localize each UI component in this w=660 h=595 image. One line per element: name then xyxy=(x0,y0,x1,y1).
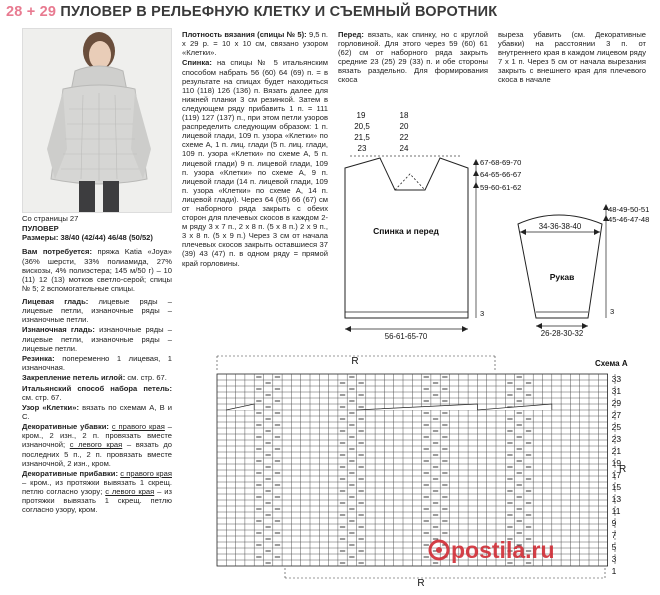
fix-label: Закрепление петель иглой: xyxy=(22,373,126,383)
scheme-row-number: 17 xyxy=(611,470,622,480)
sizes: Размеры: 38/40 (42/44) 46/48 (50/52) xyxy=(22,233,153,243)
scheme-a-chart xyxy=(205,350,655,590)
repeat-label-top: R xyxy=(351,356,359,367)
scheme-row-number: 7 xyxy=(611,530,617,540)
pattern-label: Узор «Клетки»: xyxy=(22,402,79,412)
height-2: 64-65-66-67 xyxy=(480,170,522,179)
inc-right: с правого края xyxy=(120,468,172,478)
inc-label: Декоративные прибавки: xyxy=(22,468,118,478)
pattern-text: вязать по схемам А, В и С. xyxy=(22,402,172,421)
repeat-label-bottom: R xyxy=(417,578,425,589)
scheme-row-number: 13 xyxy=(611,494,622,504)
dec-left: с левого края xyxy=(69,440,123,450)
scheme-row-number: 19 xyxy=(611,458,622,468)
sleeve-rib: 3 xyxy=(610,307,615,316)
neck-right-4: 24 xyxy=(399,144,409,153)
materials-label: Вам потребуется: xyxy=(22,247,92,257)
page-numbers: 28 + 29 xyxy=(6,4,57,20)
dec-text1: – кром., 2 изн., 2 п. провязать вместе изнаночной; xyxy=(22,422,172,450)
density-text: 9,5 п. х 29 р. = 10 х 10 см, связано узором «Клетки». xyxy=(182,30,328,58)
scheme-row-number: 5 xyxy=(611,542,617,552)
inc-text2: – из протяжки вывязать 1 скрещ. петлю согласно узору, кром. xyxy=(22,487,172,515)
fourth-column xyxy=(498,30,646,86)
sleeve-h1: 48-49-50-51 xyxy=(608,205,650,214)
neck-left-2: 20,5 xyxy=(354,122,370,131)
neck-right-2: 20 xyxy=(399,122,409,131)
repeat-label-right: R xyxy=(619,464,627,475)
scheme-row-number: 27 xyxy=(611,410,622,420)
body-pattern-diagram xyxy=(340,110,522,341)
is-text: изнаночные ряды – лицевые петли, изнаночные ряды – лицевые петли. xyxy=(22,325,172,353)
neck-left-3: 21,5 xyxy=(354,133,370,142)
from-page: Со страницы 27 xyxy=(22,214,79,223)
middle-column xyxy=(182,30,328,269)
model-photo xyxy=(22,28,172,213)
ls-text: лицевые ряды – лицевые петли, изнаночные ряды – изнаночные петли. xyxy=(22,296,172,325)
dec-right: с правого края xyxy=(111,422,165,432)
scheme-row-number: 3 xyxy=(611,554,617,564)
sleeve-h2: 45-46-47-48 xyxy=(608,215,650,224)
back-label: Спинка: xyxy=(182,58,212,68)
ital-label: Итальянский способ набора петель: xyxy=(22,383,172,393)
neck-right-1: 18 xyxy=(399,111,409,120)
dec-label: Декоративные убавки: xyxy=(22,422,109,432)
watermark-text: postila.ru xyxy=(451,537,555,563)
scheme-row-number: 23 xyxy=(611,434,622,444)
sleeve-bottom-width: 26-28-30-32 xyxy=(540,329,584,338)
scheme-title: Схема А xyxy=(595,359,628,368)
scheme-row-number: 1 xyxy=(611,566,617,576)
scheme-row-number: 9 xyxy=(611,518,617,528)
front-column xyxy=(338,30,488,86)
neck-left-1: 19 xyxy=(356,111,366,120)
inc-text1: – кром., из протяжки вывязать 1 скрещ. петлю согласно узору; xyxy=(22,478,172,497)
item-name: ПУЛОВЕР xyxy=(22,224,59,234)
left-column xyxy=(22,214,172,516)
sleeve-pattern-diagram xyxy=(510,200,655,340)
page-header xyxy=(6,4,656,20)
scheme-row-number: 15 xyxy=(611,482,622,492)
front-text: вязать, как спинку, но с круглой горловиной. Для этого через 59 (60) 61 (62) см от наборного ряда закрыть средние 23 (25) 29 (33) п. и обе стороны вязать раздельно. Для формирования скоса xyxy=(338,30,488,85)
dec-text2: – вязать до последних 5 п., 2 п. провязать вместе изнаночной, 2 изн., кром. xyxy=(22,440,172,468)
sweater-model-image xyxy=(23,29,171,212)
height-1: 67-68-69-70 xyxy=(480,158,522,167)
sleeve-top-width: 34-36-38-40 xyxy=(538,222,582,231)
scheme-row-number: 29 xyxy=(611,398,622,408)
inc-left: с левого края xyxy=(105,487,155,497)
fourth-text: выреза убавить (см. Декоративные убавки) на расстоянии 3 п. от внутреннего края в каждом лицевом ряду 7 х 1 п. Через 5 см от начала вырезания закрыть с внешнего края для плечевого скоса в начале xyxy=(498,30,646,85)
body-width: 56-61-65-70 xyxy=(384,332,428,341)
neck-left-4: 23 xyxy=(357,144,367,153)
ls-label: Лицевая гладь: xyxy=(22,296,89,306)
materials-text: пряжа Katia «Joya» (36% шерсти, 33% полиамида, 27% вискозы, 4% полиэстера; 145 м/50 г) – 10 (11) 12 (13) мотков светло-серой; спицы № 5; 2 вспомогательные спицы. xyxy=(22,247,172,293)
neck-right-3: 22 xyxy=(399,133,409,142)
rib-label: Резинка: xyxy=(22,353,55,363)
is-label: Изнаночная гладь: xyxy=(22,325,95,335)
scheme-row-number: 21 xyxy=(611,446,622,456)
rib-text: попеременно 1 лицевая, 1 изнаночная. xyxy=(22,353,172,372)
ital-text: см. стр. 67. xyxy=(22,392,62,402)
page-title: ПУЛОВЕР В РЕЛЬЕФНУЮ КЛЕТКУ И СЪЕМНЫЙ ВОРОТНИК xyxy=(60,4,498,20)
scheme-row-number: 31 xyxy=(611,386,622,396)
rib-height: 3 xyxy=(480,309,485,318)
height-3: 59-60-61-62 xyxy=(480,183,522,192)
body-label: Спинка и перед xyxy=(373,226,439,236)
fix-text: см. стр. 67. xyxy=(127,373,167,383)
back-text: на спицы № 5 итальянским способом набрать 56 (60) 64 (69) п. = в результате на спицах будет находиться 110 (118) 126 (136) п. Вязать далее для нижней планки 3 см резинкой. Затем в следующем ряду прибавить 1 п. = 111 (119) 127 (137) п., при этом петли узоров распределить следующим образом: 1 п. лицевой глади, 109 п. узора «Клетки» по схеме А, 1 п. лиц. глади (5 п. лиц. глади, 109 п. узора «Клетки» по схеме А, 5 п. лицевой глади) 9 п. лицевой глади, 109 п. узора «Клетки» по схеме А, 9 п. лицевой глади (14 п. лицевой глади, 109 п. узора «Клетки» по схеме А, 14 п. лицевой глади). Через 64 (65) 66 (67) см от наборного ряда закрыть с обеих сторон для плечевых скосов в каждом 2-м ряду 3 х 7 п., 2 х 8 п. (5 х 8 п.) 2 х 9 п., 3 х 8 п. (5 х 9 п.) Через 3 см от начала плечевых скосов закрыть оставшиеся 37 (39) 43 (47) п. в одном ряду = прямой край горловины. xyxy=(182,58,328,268)
density-label: Плотность вязания (спицы № 5): xyxy=(182,30,307,39)
sleeve-label: Рукав xyxy=(549,272,575,282)
scheme-row-number: 33 xyxy=(611,374,622,384)
front-label: Перед: xyxy=(338,30,364,39)
scheme-row-number: 25 xyxy=(611,422,622,432)
scheme-row-number: 11 xyxy=(611,506,621,516)
